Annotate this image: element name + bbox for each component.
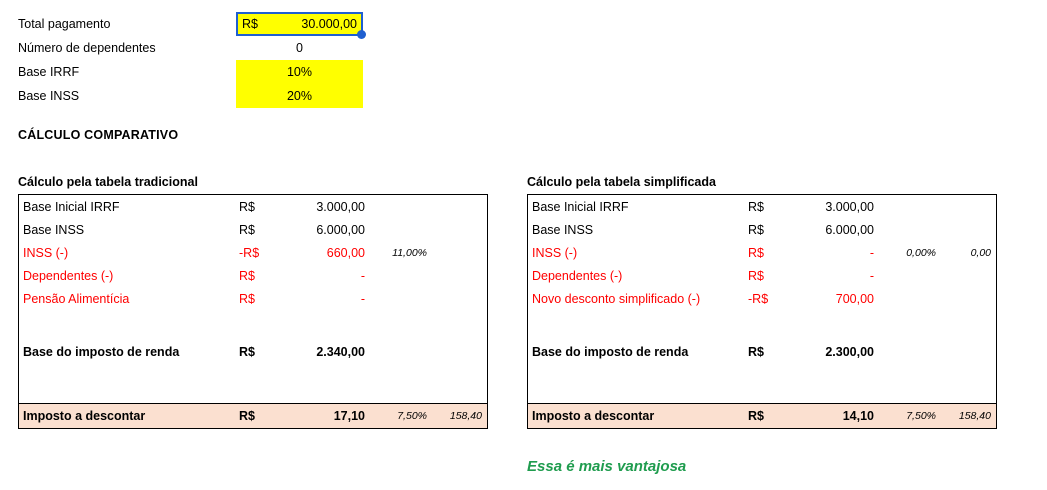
row-currency: -R$ xyxy=(748,291,769,306)
row-value: 2.300,00 xyxy=(825,344,874,359)
row-value: 6.000,00 xyxy=(316,222,365,237)
row-currency: R$ xyxy=(239,409,255,423)
row-value: 660,00 xyxy=(326,245,365,260)
row-currency: -R$ xyxy=(239,245,260,260)
panel-box-tradicional xyxy=(18,194,488,429)
row-desc: Base INSS xyxy=(532,222,594,237)
row-value: 3.000,00 xyxy=(316,199,365,214)
row-desc: Imposto a descontar xyxy=(532,409,655,423)
row-currency: R$ xyxy=(748,222,764,237)
panel-box-simplificada xyxy=(527,194,997,429)
row-value: 17,10 xyxy=(333,409,365,423)
table-row xyxy=(528,195,996,218)
row-extra: 0,00 xyxy=(970,246,991,259)
row-value: 2.340,00 xyxy=(316,344,365,359)
table-row xyxy=(19,241,487,264)
panel-title-tradicional: Cálculo pela tabela tradicional xyxy=(18,175,198,189)
row-currency: R$ xyxy=(748,344,764,359)
table-row-base-imposto xyxy=(19,340,487,363)
row-value: - xyxy=(360,291,365,306)
row-value: 700,00 xyxy=(835,291,874,306)
panel-tabela-tradicional xyxy=(18,175,488,429)
table-row xyxy=(528,287,996,310)
table-row-imposto-descontar xyxy=(19,403,487,428)
cell-base-inss[interactable]: 20% xyxy=(236,84,363,108)
row-currency: R$ xyxy=(239,291,255,306)
row-pct: 11,00% xyxy=(392,246,427,259)
row-currency: R$ xyxy=(748,268,764,283)
table-row xyxy=(528,218,996,241)
footer-note-vantajosa: Essa é mais vantajosa xyxy=(527,458,687,475)
table-row xyxy=(19,287,487,310)
row-value: - xyxy=(869,245,874,260)
row-currency: R$ xyxy=(748,245,764,260)
row-value: 14,10 xyxy=(842,409,874,423)
input-label-base-irrf: Base IRRF xyxy=(18,65,80,79)
table-row xyxy=(528,264,996,287)
row-value: 6.000,00 xyxy=(825,222,874,237)
row-currency: R$ xyxy=(239,344,255,359)
row-value: - xyxy=(869,268,874,283)
table-row-imposto-descontar xyxy=(528,403,996,428)
cell-numero-dependentes[interactable]: 0 xyxy=(296,41,303,55)
row-currency: R$ xyxy=(239,199,255,214)
row-desc: Pensão Alimentícia xyxy=(23,291,130,306)
table-row xyxy=(528,241,996,264)
row-desc: Dependentes (-) xyxy=(532,268,623,283)
panel-tabela-simplificada xyxy=(527,175,997,429)
row-desc: Imposto a descontar xyxy=(23,409,146,423)
row-pct: 7,50% xyxy=(397,410,427,422)
cell-base-irrf[interactable]: 10% xyxy=(236,60,363,84)
cell-total-pagamento-currency: R$ xyxy=(242,17,258,31)
row-pct: 7,50% xyxy=(906,410,936,422)
row-desc: Novo desconto simplificado (-) xyxy=(532,291,701,306)
row-desc: INSS (-) xyxy=(23,245,69,260)
table-row xyxy=(19,218,487,241)
table-spacer xyxy=(528,310,996,340)
input-parameters-block xyxy=(18,12,363,108)
row-desc: Base Inicial IRRF xyxy=(532,199,629,214)
row-currency: R$ xyxy=(239,268,255,283)
row-desc: INSS (-) xyxy=(532,245,578,260)
row-desc: Dependentes (-) xyxy=(23,268,114,283)
row-value: 3.000,00 xyxy=(825,199,874,214)
input-label-total-pagamento: Total pagamento xyxy=(18,17,111,31)
row-desc: Base Inicial IRRF xyxy=(23,199,120,214)
section-title-calculo-comparativo: CÁLCULO COMPARATIVO xyxy=(18,128,179,142)
row-pct: 0,00% xyxy=(906,246,936,259)
row-currency: R$ xyxy=(748,199,764,214)
selection-handle[interactable] xyxy=(357,30,366,39)
row-currency: R$ xyxy=(239,222,255,237)
input-label-numero-dependentes: Número de dependentes xyxy=(18,41,156,55)
row-desc: Base INSS xyxy=(23,222,85,237)
input-row-total-pagamento xyxy=(18,12,363,36)
table-spacer xyxy=(19,310,487,340)
row-value: - xyxy=(360,268,365,283)
input-row-base-inss xyxy=(18,84,363,108)
input-row-base-irrf xyxy=(18,60,363,84)
row-extra: 158,40 xyxy=(449,410,482,422)
cell-total-pagamento[interactable] xyxy=(236,12,363,36)
row-desc: Base do imposto de renda xyxy=(532,344,689,359)
row-extra: 158,40 xyxy=(958,410,991,422)
input-label-base-inss: Base INSS xyxy=(18,89,80,103)
table-row xyxy=(19,195,487,218)
cell-total-pagamento-value: 30.000,00 xyxy=(301,17,357,31)
row-currency: R$ xyxy=(748,409,764,423)
table-row-base-imposto xyxy=(528,340,996,363)
panel-title-simplificada: Cálculo pela tabela simplificada xyxy=(527,175,716,189)
input-row-numero-dependentes xyxy=(18,36,363,60)
table-row xyxy=(19,264,487,287)
row-desc: Base do imposto de renda xyxy=(23,344,180,359)
